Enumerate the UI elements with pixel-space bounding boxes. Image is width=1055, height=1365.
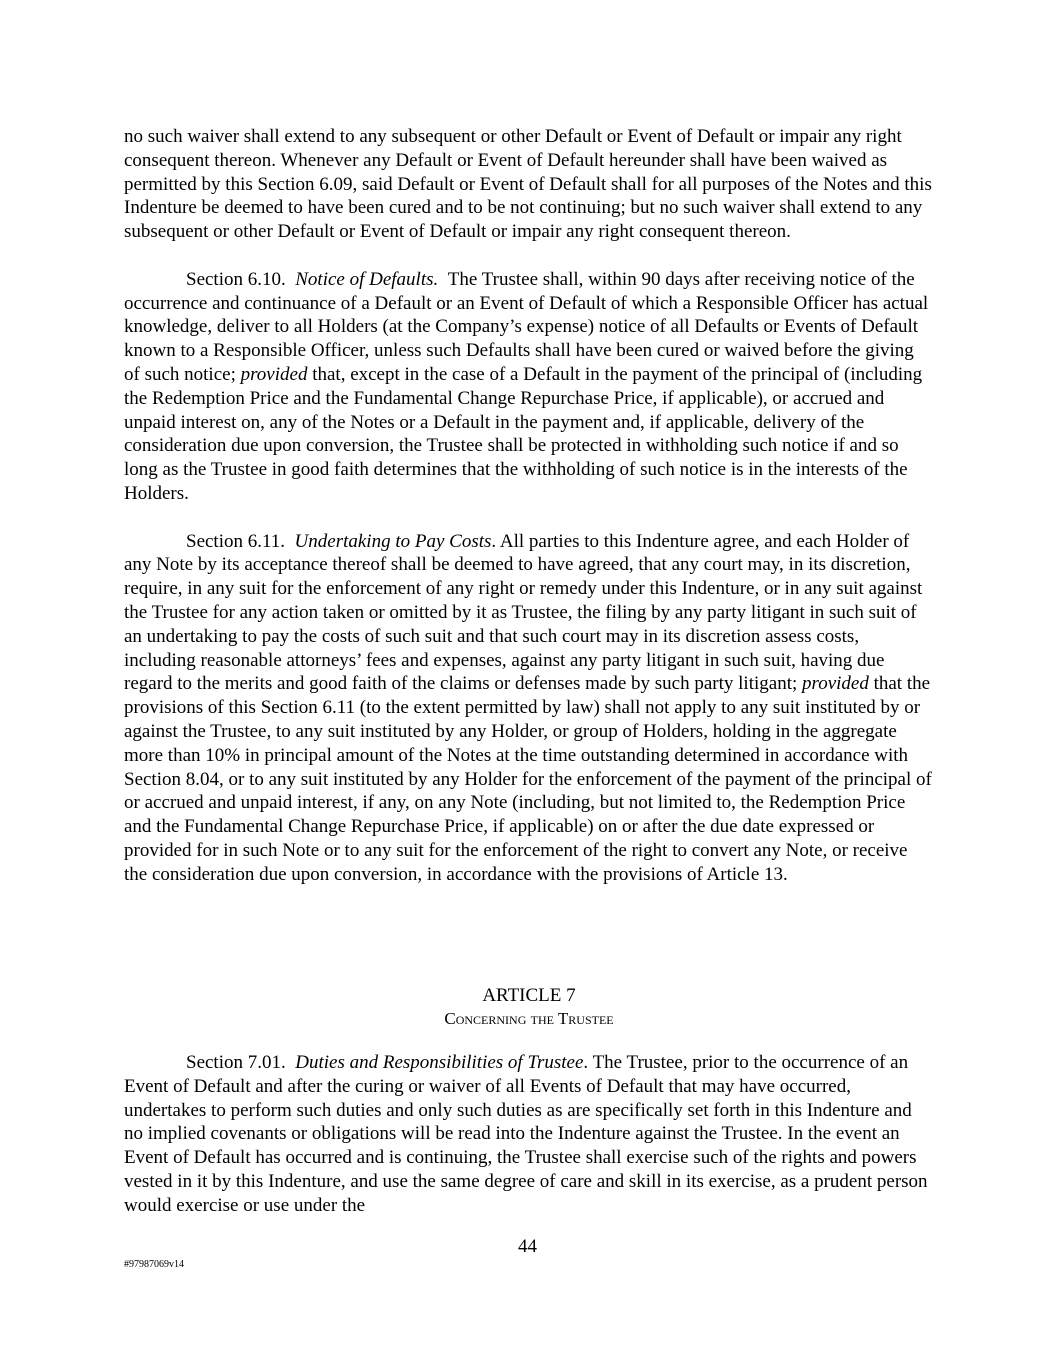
body-text — [124, 125, 934, 887]
section-6-10 — [124, 268, 934, 506]
article-title: Concerning the Trustee — [444, 1009, 614, 1028]
proviso-word: provided — [240, 363, 308, 385]
section-text: that, except in the case of a Default in the payment of the principal of (including the Redemption Price and the Fundamental Change Repurchase Price, if applicable), or accrued and unpaid interest on, any of the Notes or a Default in the payment and, if applicable, delivery of the consideration due upon conversion, the Trustee shall be protected in withholding such notice if and so long as the Trustee in good faith determines that the withholding of such notice is in the interests of the Holders. — [124, 363, 923, 504]
section-number: Section 6.10. — [186, 268, 286, 290]
article-heading — [124, 984, 934, 1030]
body-text-article-7 — [124, 1051, 934, 1218]
section-text: that the provisions of this Section 6.11 (to the extent permitted by law) shall not apply to any suit instituted by or against the Trustee, to any suit instituted by any Holder, or group of Holders, holding in the aggregate more than 10% in principal amount of the Notes at the time outstanding determined in accordance with Section 8.04, or to any suit instituted by any Holder for the enforcement of the payment of the principal of or accrued and unpaid interest, if any, on any Note (including, but not limited to, the Redemption Price and the Fundamental Change Repurchase Price, if applicable) on or after the due date expressed or provided for in such Note or to any suit for the enforcement of the right to convert any Note, or receive the consideration due upon conversion, in accordance with the provisions of Article 13. — [124, 673, 932, 885]
section-title: Notice of Defaults. — [295, 268, 439, 290]
section-7-01 — [124, 1051, 934, 1218]
section-text: The Trustee shall, within 90 days after receiving notice of the occurrence and continuance of a Default or an Event of Default of which a Responsible Officer has actual knowledge, deliver to all Holders (at the Company’s expense) notice of all Defaults or Events of Default known to a Responsible Officer, unless such Defaults shall have been cured or waived before the giving of such notice; — [124, 268, 929, 385]
article-number: ARTICLE 7 — [482, 985, 576, 1006]
section-text: . All parties to this Indenture agree, and each Holder of any Note by its acceptance thereof shall be deemed to have agreed, that any court may, in its discretion, require, in any suit for the enforcement of any right or remedy under this Indenture, or in any suit against the Trustee for any action taken or omitted by it as Trustee, the filing by any party litigant in such suit of an undertaking to pay the costs of such suit and that such court may in its discretion assess costs, including reasonable attorneys’ fees and expenses, against any party litigant in such suit, having due regard to the merits and good faith of the claims or defenses made by such party litigant; — [124, 530, 923, 695]
section-6-11 — [124, 530, 934, 887]
paragraph-continuation-text: no such waiver shall extend to any subsequent or other Default or Event of Default or impair any right consequent thereon. Whenever any Default or Event of Default hereunder shall have been waived as permitted by this Section 6.09, said Default or Event of Default shall for all purposes of the Notes and this Indenture be deemed to have been cured and to be not continuing; but no such waiver shall extend to any subsequent or other Default or Event of Default or impair any right consequent thereon. — [124, 126, 932, 243]
section-title: Undertaking to Pay Costs — [294, 530, 492, 552]
section-text: . The Trustee, prior to the occurrence of an Event of Default and after the curing or waiver of all Events of Default that may have occurred, undertakes to perform such duties and only such duties as are specifically set forth in this Indenture and no implied covenants or obligations will be read into the Indenture against the Trustee. In the event an Event of Default has occurred and is continuing, the Trustee shall exercise such of the rights and powers vested in it by this Indenture, and use the same degree of care and skill in its exercise, as a prudent person would exercise or use under the — [124, 1052, 928, 1216]
proviso-word: provided — [802, 673, 869, 695]
page-number: 44 — [518, 1236, 537, 1257]
section-title: Duties and Responsibilities of Trustee — [295, 1052, 584, 1073]
document-id: #97987069v14 — [124, 1259, 184, 1270]
section-number: Section 6.11. — [186, 530, 286, 552]
section-number: Section 7.01. — [186, 1052, 286, 1073]
paragraph-continuation — [124, 125, 934, 244]
